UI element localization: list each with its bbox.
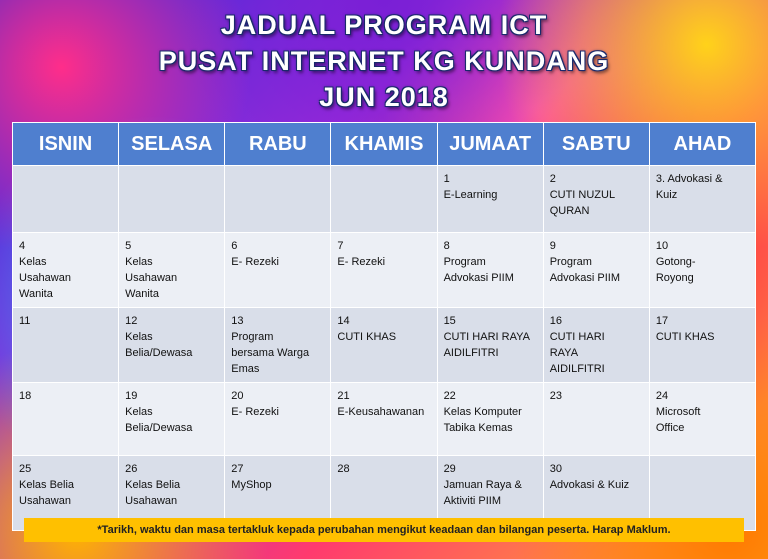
day-header: SABTU	[543, 123, 649, 166]
day-cell: 28	[331, 456, 437, 531]
week-row	[13, 166, 756, 233]
day-cell	[13, 166, 119, 233]
day-cell: 12 Kelas Belia/Dewasa	[119, 308, 225, 383]
day-cell: 8 Program Advokasi PIIM	[437, 233, 543, 308]
day-cell: 4 Kelas Usahawan Wanita	[13, 233, 119, 308]
day-cell: 3. Advokasi & Kuiz	[649, 166, 755, 233]
day-cell	[119, 166, 225, 233]
day-header: SELASA	[119, 123, 225, 166]
schedule-body	[13, 166, 756, 531]
day-cell: 21 E-Keusahawanan	[331, 383, 437, 456]
day-cell: 18	[13, 383, 119, 456]
day-cell: 5 Kelas Usahawan Wanita	[119, 233, 225, 308]
week-row	[13, 308, 756, 383]
day-cell: 29 Jamuan Raya & Aktiviti PIIM	[437, 456, 543, 531]
day-header: KHAMIS	[331, 123, 437, 166]
day-cell: 15 CUTI HARI RAYA AIDILFITRI	[437, 308, 543, 383]
day-cell: 25 Kelas Belia Usahawan	[13, 456, 119, 531]
day-cell: 30 Advokasi & Kuiz	[543, 456, 649, 531]
page-title-month: JUN 2018	[319, 82, 449, 112]
day-header: AHAD	[649, 123, 755, 166]
day-cell: 22 Kelas Komputer Tabika Kemas	[437, 383, 543, 456]
day-cell: 16 CUTI HARI RAYA AIDILFITRI	[543, 308, 649, 383]
day-cell: 9 Program Advokasi PIIM	[543, 233, 649, 308]
page-title-line-1: JADUAL PROGRAM ICT	[220, 10, 548, 40]
page-title-line-2: PUSAT INTERNET KG KUNDANG	[158, 46, 610, 76]
week-row	[13, 383, 756, 456]
day-cell: 2 CUTI NUZUL QURAN	[543, 166, 649, 233]
day-cell: 7 E- Rezeki	[331, 233, 437, 308]
schedule-table	[12, 122, 756, 531]
day-cell: 26 Kelas Belia Usahawan	[119, 456, 225, 531]
day-cell: 14 CUTI KHAS	[331, 308, 437, 383]
day-cell	[225, 166, 331, 233]
day-cell: 13 Program bersama Warga Emas	[225, 308, 331, 383]
day-cell	[331, 166, 437, 233]
day-cell: 27 MyShop	[225, 456, 331, 531]
day-header: ISNIN	[13, 123, 119, 166]
day-header-row	[13, 123, 756, 166]
day-cell: 19 Kelas Belia/Dewasa	[119, 383, 225, 456]
disclaimer-note: *Tarikh, waktu dan masa tertakluk kepada perubahan mengikut keadaan dan bilangan peserta. Harap Maklum.	[24, 518, 744, 542]
day-cell: 24 Microsoft Office	[649, 383, 755, 456]
week-row	[13, 233, 756, 308]
day-cell: 23	[543, 383, 649, 456]
day-cell: 17 CUTI KHAS	[649, 308, 755, 383]
day-cell: 10 Gotong- Royong	[649, 233, 755, 308]
day-header: RABU	[225, 123, 331, 166]
day-cell: 1 E-Learning	[437, 166, 543, 233]
day-cell: 11	[13, 308, 119, 383]
day-header: JUMAAT	[437, 123, 543, 166]
day-cell: 20 E- Rezeki	[225, 383, 331, 456]
day-cell: 6 E- Rezeki	[225, 233, 331, 308]
